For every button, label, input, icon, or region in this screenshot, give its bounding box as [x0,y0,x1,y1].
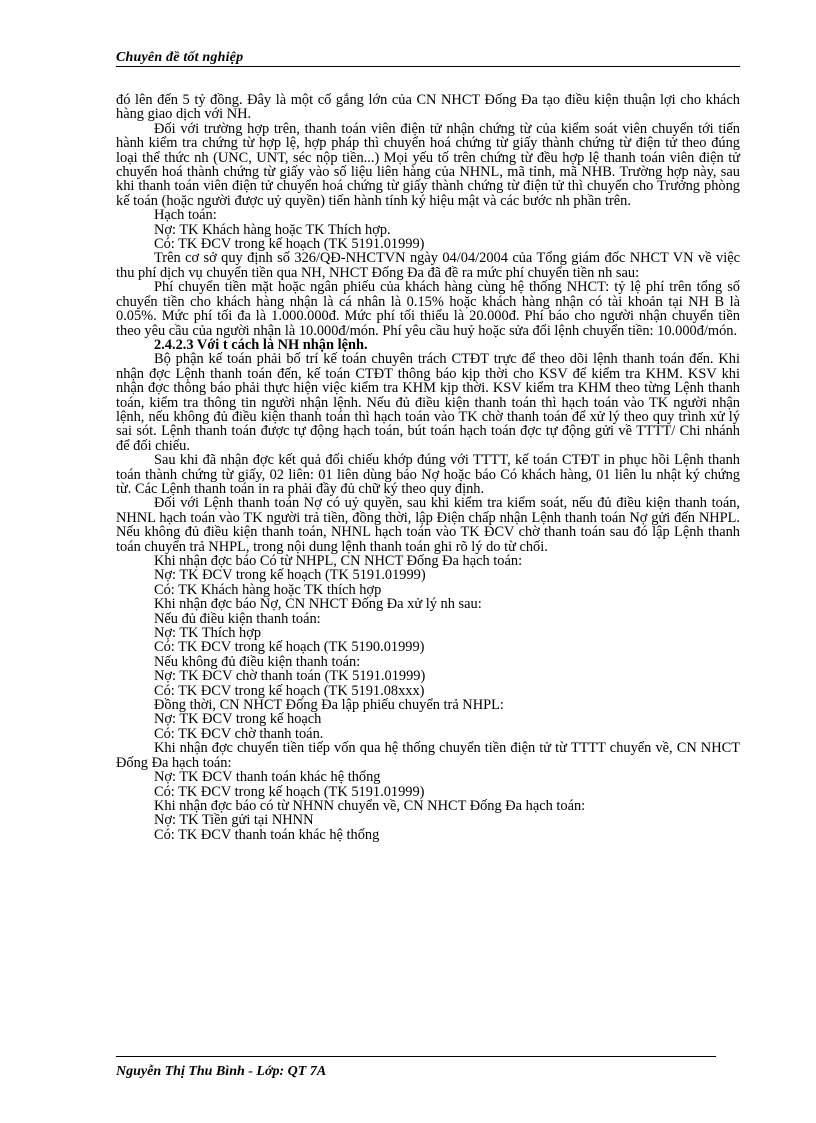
text-line: Nợ: TK ĐCV thanh toán khác hệ thống [154,769,381,786]
text-line: Có: TK ĐCV trong kế hoạch (TK 5191.08xxx) [154,682,425,699]
text-line: Nợ: TK ĐCV trong kế hoạch [154,711,322,728]
text-line: Có: TK ĐCV thanh toán khác hệ thống [154,826,380,843]
paragraph: Sau khi đã nhận đợc kết quả đối chiếu khớp đúng với TTTT, kế toán CTĐT in phục hồi Lệnh thanh toán thành chứng từ giấy, 02 liên: 01 liên dùng báo Nợ hoặc báo Có khách hàng, 01 liên lu nhật ký chứng từ. Các Lệnh thanh toán in ra phải đầy đủ chữ ký theo quy định. [116,452,740,497]
text-line: Hạch toán: [154,207,217,224]
paragraph: Đối với Lệnh thanh toán Nợ có uỷ quyền, sau khi kiểm tra kiểm soát, nếu đủ điều kiện thanh toán, NHNL hạch toán vào TK người trả tiền, đồng thời, lập Điện chấp nhận Lệnh thanh toán Nợ gửi đến NHPL. Nếu không đủ điều kiện thanh toán, NHNL hạch toán vào TK ĐCV chờ thanh toán sau đó lập Lệnh thanh toán chuyển trả NHPL, trong nội dung lệnh thanh toán ghi rõ lý do từ chối. [116,495,740,555]
header-rule [116,66,740,67]
paragraph: Phí chuyển tiền mặt hoặc ngân phiếu của khách hàng cùng hệ thống NHCT: tỷ lệ phí trên tổng số chuyển tiền cho khách hàng nhận là cá nhân là 0.15% hoặc khách hàng nhận có tài khoản tại NH B là 0.05%. Mức phí tối đa là 1.000.000đ. Mức phí tối thiểu là 20.000đ. Phí báo cho người nhận chuyển tiền theo yêu cầu của người nhận là 10.000đ/món. Phí yêu cầu huỷ hoặc sửa đổi lệnh chuyển tiền: 10.000đ/món. [116,279,740,339]
text-line: Khi nhận đợc báo Nợ, CN NHCT Đống Đa xử lý nh sau: [154,596,482,613]
paragraph: đó lên đến 5 tỷ đồng. Đây là một cố gắng lớn của CN NHCT Đống Đa tạo điều kiện thuận lợi cho khách hàng giao dịch với NH. [116,92,740,123]
text-line: Khi nhận đợc báo Có từ NHPL, CN NHCT Đống Đa hạch toán: [154,553,523,569]
paragraph: Trên cơ sở quy định số 326/QĐ-NHCTVN ngày 04/04/2004 của Tổng giám đốc NHCT VN về việc thu phí dịch vụ chuyển tiền qua NH, NHCT Đống Đa đã đề ra mức phí chuyển tiền nh sau: [116,250,740,281]
text-line: Có: TK ĐCV trong kế hoạch (TK 5190.01999) [154,639,425,656]
footer-text: Nguyễn Thị Thu Bình - Lớp: QT 7A [116,1064,327,1078]
text-line: Nợ: TK ĐCV trong kế hoạch (TK 5191.01999) [154,567,426,584]
text-line: Nợ: TK Tiền gửi tại NHNN [154,812,314,829]
text-line: Có: TK Khách hàng hoặc TK thích hợp [154,581,382,598]
paragraph: Bộ phận kế toán phải bố trí kế toán chuyên trách CTĐT trực để theo dõi lệnh thanh toán đến. Khi nhận đợc Lệnh thanh toán đến, kế toán CTĐT thông báo kịp thời cho KSV để kiểm tra KHM. KSV khi nhận đợc thông báo phải thực hiện việc kiểm tra KHM kịp thời. KSV kiểm tra KHM theo từng Lệnh thanh toán, kiểm tra thông tin người nhận lệnh. Nếu đủ điều kiện thanh toán thì hạch toán vào TK người nhận lệnh, nếu không đủ điều kiện thanh toán thì hạch toán vào TK chờ thanh toán để xử lý theo quy trình xử lý sai sót. Lệnh thanh toán được tự động hạch toán, bút toán hạch toán đợc tự động gửi về TTTT/ Chi nhánh để đối chiếu. [116,351,740,454]
text-line: Nợ: TK Thích hợp [154,625,262,642]
text-line: Có: TK ĐCV trong kế hoạch (TK 5191.01999) [154,783,425,800]
text-line: Có: TK ĐCV trong kế hoạch (TK 5191.01999) [154,236,425,253]
text-line: Nếu không đủ điều kiện thanh toán: [154,653,361,670]
paragraph: Đối với trường hợp trên, thanh toán viên điện tử nhận chứng từ của kiểm soát viên chuyển tới tiến hành kiểm tra chứng từ hợp lệ, hợp pháp thì chuyển hoá chứng từ giấy thành chứng từ điện tử theo đúng loại thể thức nh (UNC, UNT, séc nộp tiền...) Mọi yếu tố trên chứng từ đều hợp lệ thanh toán viên điện tử chuyển hoá thành chứng từ giấy vào số liệu liên hàng của NHNL, mã tỉnh, mã NHB. Trường hợp này, sau khi thanh toán viên điện tử chuyển hoá chứng từ giấy thành chứng từ điện tử thì chuyển cho Trưởng phòng kế toán (hoặc người được uỷ quyền) tiến hành tính ký hiệu mật và các bước nh phần trên. [116,120,740,209]
paragraph: Khi nhận đợc chuyển tiền tiếp vốn qua hệ thống chuyển tiền điện tử từ TTTT chuyển về, CN NHCT Đống Đa hạch toán: [116,740,740,771]
text-line: Nếu đủ điều kiện thanh toán: [154,610,321,627]
text-line: Đồng thời, CN NHCT Đống Đa lập phiếu chuyển trả NHPL: [154,697,504,714]
text-line: Khi nhận đợc báo có từ NHNN chuyển về, CN NHCT Đống Đa hạch toán: [154,797,586,814]
footer-rule [116,1056,716,1057]
text-line: Nợ: TK Khách hàng hoặc TK Thích hợp. [154,221,391,238]
section-heading: 2.4.2.3 Với t cách là NH nhận lệnh. [154,336,368,353]
text-line: Có: TK ĐCV chờ thanh toán. [154,725,324,742]
document-body [116,93,740,842]
text-line: Nợ: TK ĐCV chờ thanh toán (TK 5191.01999) [154,668,426,685]
header-title: Chuyên đề tốt nghiệp [116,50,244,65]
